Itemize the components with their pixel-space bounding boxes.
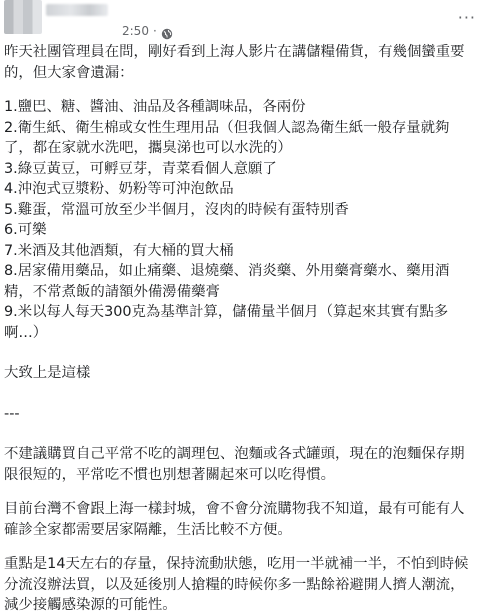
- list-item: 5.雞蛋，常溫可放至少半個月，沒肉的時候有蛋特別香: [4, 201, 349, 218]
- avatar[interactable]: [4, 0, 42, 34]
- list-item: 1.鹽巴、糖、醬油、油品及各種調味品，各兩份: [4, 99, 306, 115]
- list-item: 6.可樂: [4, 222, 47, 238]
- post-paragraph: 不建議購買自己平常不吃的調理包、泡麵或各式罐頭，現在的泡麵保存期限很短的，平常吃不慣也別想著關起來可以吃得慣。: [4, 446, 465, 483]
- post-paragraph: 重點是14天左右的存量，保持流動狀態，吃用一半就補一半，不怕到時候分流沒辦法買，以及延後別人搶糧的時候你多一點餘裕避開人擠人潮流，減少接觸感染源的可能性。: [4, 556, 469, 613]
- globe-icon: [161, 25, 173, 37]
- section-divider: ---: [4, 405, 20, 422]
- meta-separator: ·: [152, 24, 157, 38]
- post-meta: [122, 24, 173, 38]
- list-item: 8.居家備用藥品，如止痛藥、退燒藥、消炎藥、外用藥膏藥水、藥用酒精，不常煮飯的請額外備澷備藥膏: [4, 263, 450, 300]
- post-timestamp[interactable]: 2:50: [122, 24, 149, 38]
- list-item: 9.米以每人每天300克為基準計算，儲備量半個月（算起來其實有點多啊…）: [4, 304, 449, 341]
- author-name-redacted[interactable]: [46, 4, 108, 16]
- list-item: 3.綠豆黃豆，可孵豆芽，青菜看個人意願了: [4, 160, 277, 177]
- post-body: [4, 42, 478, 616]
- more-options-icon[interactable]: ···: [457, 8, 476, 27]
- list-item: 7.米酒及其他酒類，有大桶的買大桶: [4, 242, 234, 259]
- list-item: 2.衛生紙、衛生棉或女性生理用品（但我個人認為衛生紙一般存量就夠了，都在家就水洗吧，攜臭涕也可以水洗的）: [4, 119, 450, 156]
- post-intro: 昨天社團管理員在問，剛好看到上海人影片在講儲糧備貨，有幾個蠻重要的，但大家會遺漏：: [4, 44, 465, 81]
- post-header: [0, 0, 484, 38]
- post-paragraph: 目前台灣不會跟上海一樣封城，會不會分流購物我不知道，最有可能有人確診全家都需要居家隔離，生活比較不方便。: [4, 501, 465, 538]
- post-summary: 大致上是這樣: [4, 365, 91, 381]
- list-item: 4.沖泡式豆漿粉、奶粉等可沖泡飲品: [4, 181, 234, 197]
